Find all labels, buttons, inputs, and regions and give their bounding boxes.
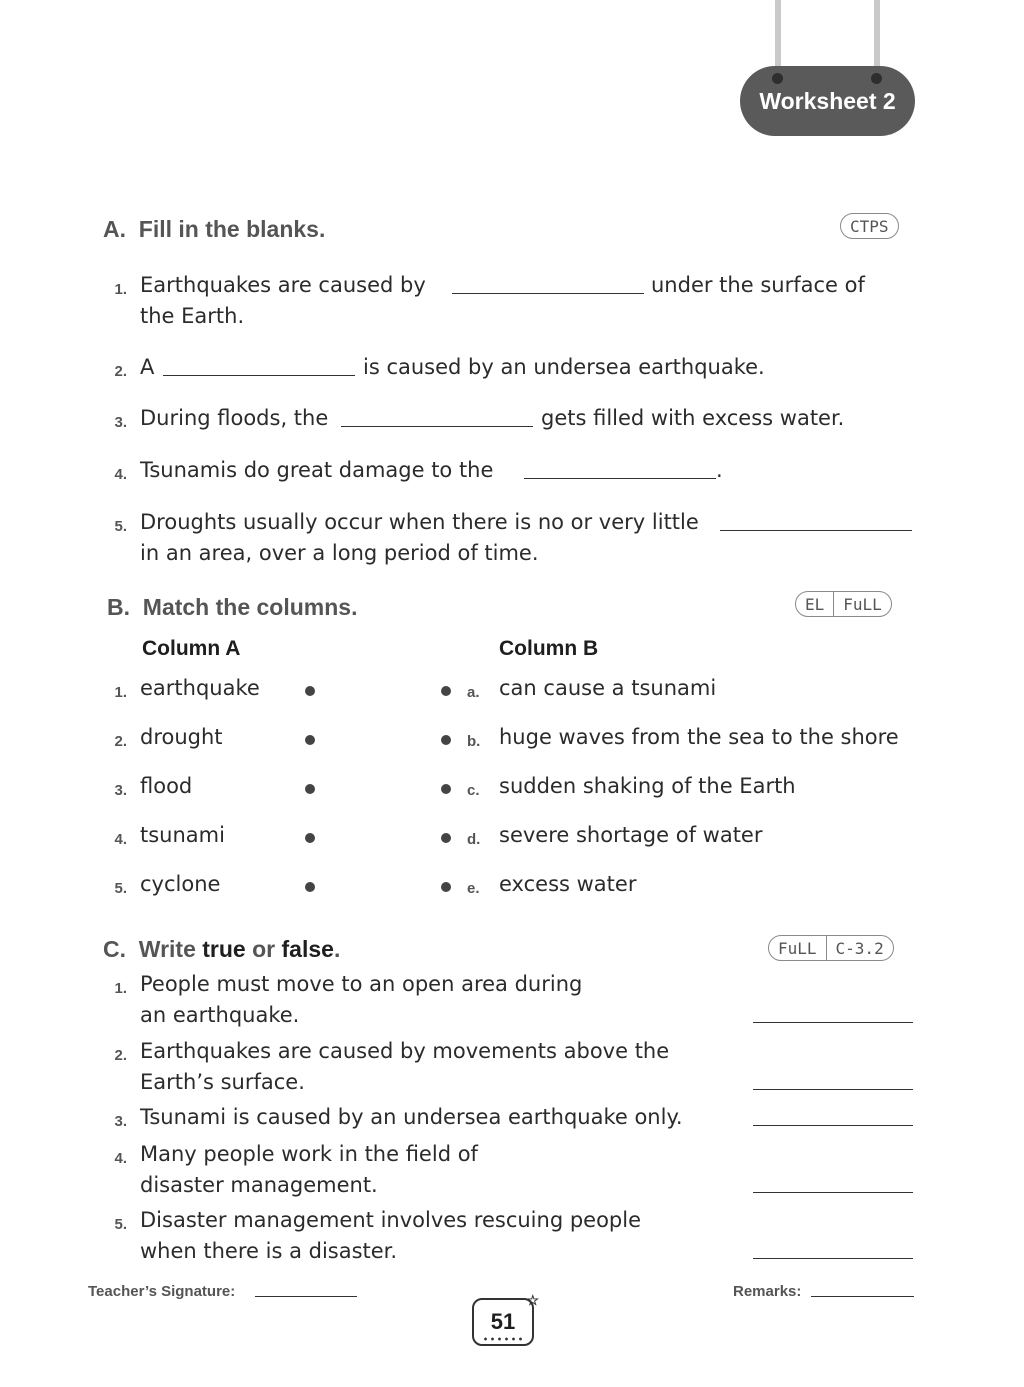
a-item-3-text-end: gets filled with excess water. (541, 406, 845, 430)
a-item-4-text-end: . (716, 458, 723, 482)
section-c-title-part1: Write (138, 936, 196, 962)
b-row-4-letter: d. (467, 831, 481, 848)
c-item-5-answer-line[interactable] (753, 1258, 913, 1259)
a-item-3-text-start: During floods, the (140, 406, 329, 430)
section-b-title: Match the columns. (142, 594, 358, 620)
badge-ctps: CTPS (850, 216, 889, 236)
c-item-3-answer-line[interactable] (753, 1125, 913, 1126)
b-row-5-number: 5. (114, 880, 127, 897)
worksheet-label: Worksheet 2 (759, 87, 896, 114)
teacher-signature-line[interactable] (255, 1296, 357, 1297)
b-row-4-column-a: tsunami (140, 823, 225, 847)
a-item-2-text-end: is caused by an undersea earthquake. (363, 355, 765, 379)
c-item-5-line2: when there is a disaster. (140, 1239, 398, 1263)
page-number: 51 (490, 1309, 516, 1334)
b-row-5-column-a: cyclone (140, 872, 221, 896)
b-row-3-column-a: flood (140, 774, 193, 798)
b-row-3-left-dot[interactable] (305, 784, 315, 794)
section-a-letter: A. (103, 216, 126, 242)
c-item-3-number: 3. (114, 1113, 127, 1130)
b-row-2-left-dot[interactable] (305, 735, 315, 745)
badge-c-3-2: C-3.2 (826, 936, 893, 960)
b-row-1-number: 1. (114, 684, 127, 701)
badge-full: FuLL (833, 592, 891, 616)
b-row-1-letter: a. (467, 684, 480, 701)
a-item-4-text-start: Tsunamis do great damage to the (140, 458, 494, 482)
c-item-1-answer-line[interactable] (753, 1022, 913, 1023)
section-a-heading (103, 216, 325, 243)
section-c-heading (103, 936, 340, 963)
a-item-2-text-start: A (140, 355, 155, 379)
section-a-title: Fill in the blanks. (138, 216, 326, 242)
b-row-1-column-a: earthquake (140, 676, 260, 700)
a-item-4-number: 4. (114, 466, 127, 483)
a-item-2-blank[interactable] (163, 375, 355, 376)
a-item-1-text-line2: the Earth. (140, 304, 245, 328)
c-item-2-number: 2. (114, 1047, 127, 1064)
a-item-3-blank[interactable] (341, 426, 533, 427)
a-item-5-text-start: Droughts usually occur when there is no or very little (140, 510, 699, 534)
section-c-title-false: false (281, 936, 334, 962)
c-item-1-line2: an earthquake. (140, 1003, 300, 1027)
b-row-3-column-b: sudden shaking of the Earth (499, 774, 796, 798)
section-b-heading (107, 594, 357, 621)
remarks-label: Remarks: (733, 1283, 802, 1300)
c-item-3-line1: Tsunami is caused by an undersea earthquake only. (140, 1105, 683, 1129)
badge-el: EL (805, 594, 825, 614)
a-item-1-blank[interactable] (452, 293, 644, 294)
teacher-signature-label: Teacher’s Signature: (88, 1283, 236, 1300)
c-item-4-answer-line[interactable] (753, 1192, 913, 1193)
c-item-2-line2: Earth’s surface. (140, 1070, 305, 1094)
section-c-title-end: . (333, 936, 341, 962)
page-number-badge (472, 1292, 539, 1346)
c-item-5-line1: Disaster management involves rescuing people (140, 1208, 642, 1232)
a-item-3-number: 3. (114, 414, 127, 431)
b-row-5-right-dot[interactable] (441, 882, 451, 892)
section-b-skill-badge (795, 591, 892, 617)
section-a-skill-badge (840, 213, 899, 239)
b-row-4-number: 4. (114, 831, 127, 848)
a-item-2-number: 2. (114, 363, 127, 380)
a-item-1-number: 1. (114, 281, 127, 298)
section-c-skill-badge (768, 935, 894, 961)
a-item-4-blank[interactable] (524, 478, 716, 479)
b-row-2-right-dot[interactable] (441, 735, 451, 745)
section-c-title-true: true (202, 936, 246, 962)
tag-eyelet-right (871, 73, 882, 84)
c-item-2-line1: Earthquakes are caused by movements above the (140, 1039, 670, 1063)
tag-eyelet-left (772, 73, 783, 84)
b-row-1-right-dot[interactable] (441, 686, 451, 696)
b-row-1-left-dot[interactable] (305, 686, 315, 696)
b-row-1-column-b: can cause a tsunami (499, 676, 717, 700)
section-c-letter: C. (103, 936, 126, 962)
column-b-heading: Column B (499, 637, 599, 660)
a-item-1-text-start: Earthquakes are caused by (140, 273, 426, 297)
remarks-line[interactable] (811, 1296, 914, 1297)
b-row-4-right-dot[interactable] (441, 833, 451, 843)
section-b-letter: B. (107, 594, 130, 620)
c-item-5-number: 5. (114, 1216, 127, 1233)
b-row-5-left-dot[interactable] (305, 882, 315, 892)
c-item-1-line1: People must move to an open area during (140, 972, 583, 996)
c-item-1-number: 1. (114, 980, 127, 997)
b-row-5-letter: e. (467, 880, 480, 897)
bead-border-decoration (482, 1337, 524, 1341)
b-row-3-right-dot[interactable] (441, 784, 451, 794)
c-item-4-number: 4. (114, 1150, 127, 1167)
b-row-2-column-a: drought (140, 725, 223, 749)
star-icon: ☆ (526, 1292, 539, 1308)
c-item-4-line1: Many people work in the field of (140, 1142, 478, 1166)
b-row-3-letter: c. (467, 782, 480, 799)
b-row-2-letter: b. (467, 733, 481, 750)
c-item-4-line2: disaster management. (140, 1173, 378, 1197)
worksheet-tag (740, 66, 915, 136)
a-item-1-text-end: under the surface of (651, 273, 865, 297)
c-item-2-answer-line[interactable] (753, 1089, 913, 1090)
column-a-heading: Column A (142, 637, 241, 660)
b-row-2-column-b: huge waves from the sea to the shore (499, 725, 899, 749)
a-item-5-text-line2: in an area, over a long period of time. (140, 541, 539, 565)
section-c-title-or: or (252, 936, 276, 962)
badge-full: FuLL (778, 938, 817, 958)
a-item-5-number: 5. (114, 518, 127, 535)
a-item-5-blank[interactable] (720, 530, 912, 531)
b-row-3-number: 3. (114, 782, 127, 799)
b-row-5-column-b: excess water (499, 872, 637, 896)
b-row-2-number: 2. (114, 733, 127, 750)
b-row-4-column-b: severe shortage of water (499, 823, 763, 847)
b-row-4-left-dot[interactable] (305, 833, 315, 843)
